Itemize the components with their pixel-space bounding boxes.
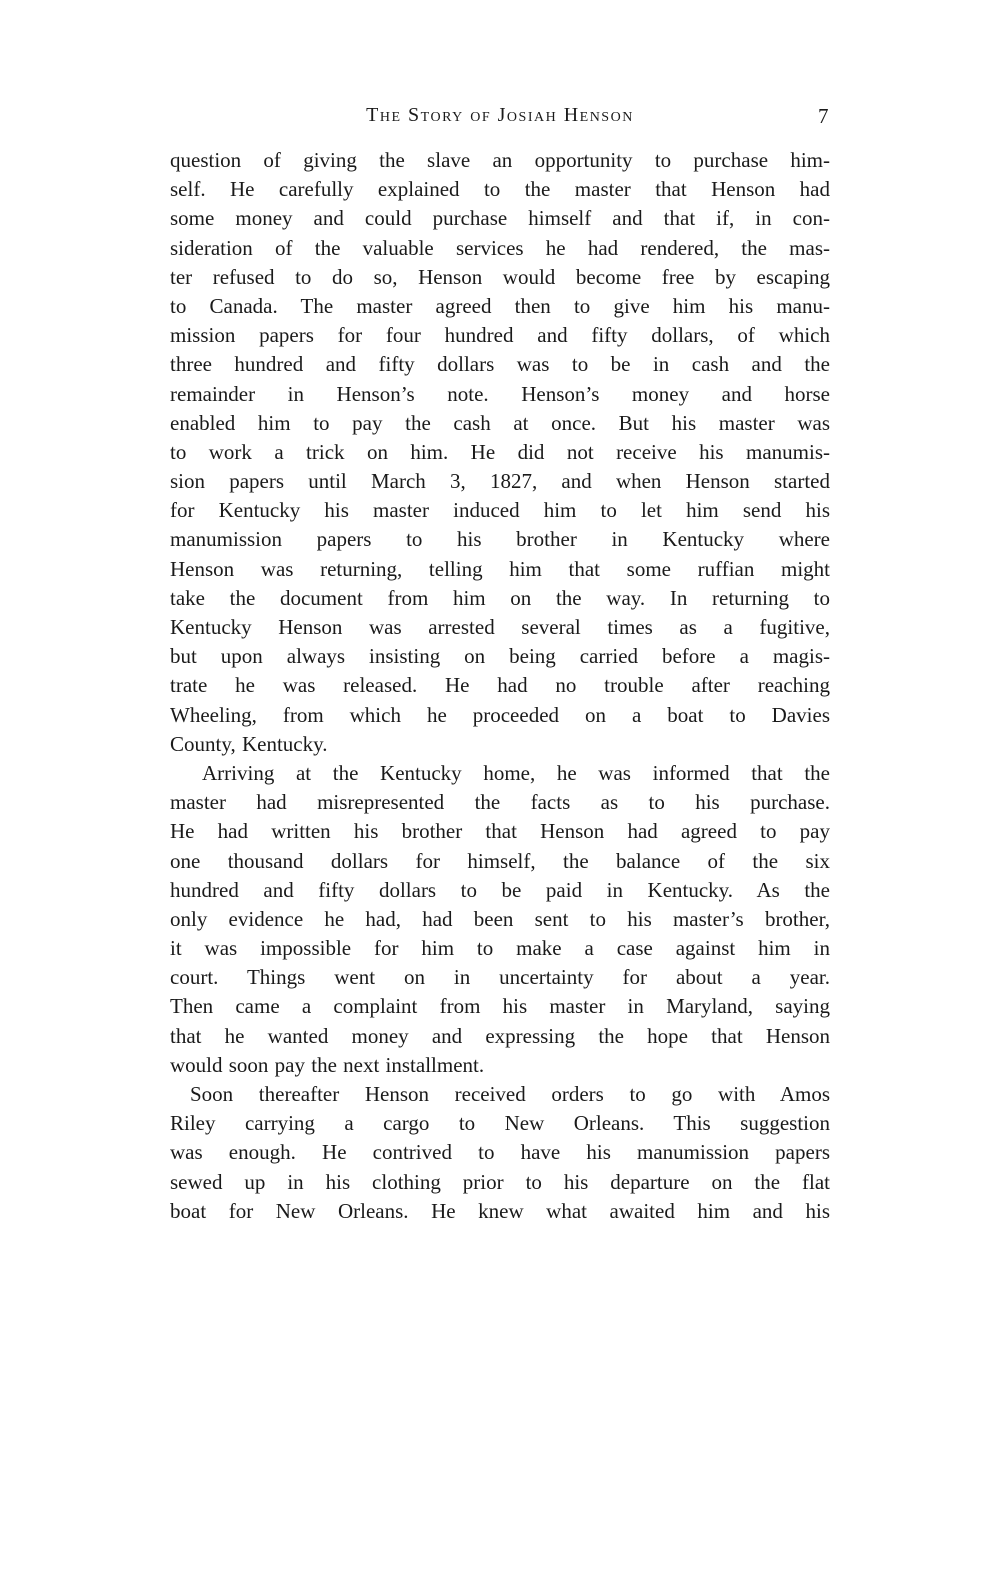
text-line: Kentucky Henson was arrested several times as a fugitive,: [170, 615, 830, 639]
text-line: some money and could purchase himself and that if, in con-: [170, 206, 830, 231]
text-line: was enough. He contrived to have his manumission papers: [170, 1140, 830, 1165]
text-line: hundred and fifty dollars to be paid in Kentucky. As the: [170, 877, 830, 902]
text-line: Arriving at the Kentucky home, he was informed that the: [202, 760, 830, 785]
text-line: only evidence he had, had been sent to his master’s brother,: [170, 906, 830, 931]
text-line: boat for New Orleans. He knew what awaited him and his: [170, 1198, 830, 1223]
text-line: master had misrepresented the facts as to his purchase.: [170, 790, 830, 815]
running-head: [170, 104, 830, 132]
text-line: sion papers until March 3, 1827, and when Henson started: [170, 469, 830, 494]
text-line: Wheeling, from which he proceeded on a boat to Davies: [170, 702, 830, 727]
text-line: manumission papers to his brother in Kentucky where: [170, 527, 830, 552]
text-line: remainder in Henson’s note. Henson’s money and horse: [170, 381, 830, 406]
text-line: He had written his brother that Henson had agreed to pay: [170, 819, 830, 844]
text-line: mission papers for four hundred and fifty dollars, of which: [170, 323, 830, 348]
text-line: take the document from him on the way. In returning to: [170, 585, 830, 610]
text-line: three hundred and fifty dollars was to be in cash and the: [170, 352, 830, 377]
text-line: Riley carrying a cargo to New Orleans. This suggestion: [170, 1111, 830, 1136]
text-line: trate he was released. He had no trouble after reaching: [170, 673, 830, 698]
running-title: The Story of Josiah Henson: [366, 104, 634, 126]
text-line: for Kentucky his master induced him to let him send his: [170, 498, 830, 523]
text-line: court. Things went on in uncertainty for about a year.: [170, 965, 830, 990]
text-line: sewed up in his clothing prior to his departure on the flat: [170, 1169, 830, 1194]
text-line: to work a trick on him. He did not receive his manumis-: [170, 439, 830, 464]
text-line: but upon always insisting on being carried before a magis-: [170, 644, 830, 669]
text-line: ter refused to do so, Henson would become free by escaping: [170, 264, 830, 289]
text-line: Then came a complaint from his master in Maryland, saying: [170, 994, 830, 1019]
text-line: would soon pay the next installment.: [170, 1052, 485, 1077]
text-line: Soon thereafter Henson received orders to go with Amos: [190, 1082, 830, 1106]
text-line: it was impossible for him to make a case against him in: [170, 936, 830, 961]
text-line: enabled him to pay the cash at once. But his master was: [170, 410, 830, 435]
text-line: question of giving the slave an opportunity to purchase him-: [170, 148, 830, 172]
text-line: Henson was returning, telling him that some ruffian might: [170, 556, 830, 581]
text-line: sideration of the valuable services he had rendered, the mas-: [170, 235, 830, 260]
text-line: that he wanted money and expressing the hope that Henson: [170, 1023, 830, 1048]
body-text: [170, 146, 830, 1226]
text-line: self. He carefully explained to the master that Henson had: [170, 177, 830, 202]
text-line: County, Kentucky.: [170, 731, 328, 756]
text-line: to Canada. The master agreed then to give him his manu-: [170, 293, 830, 318]
text-line: one thousand dollars for himself, the balance of the six: [170, 848, 830, 873]
page-number: 7: [818, 104, 830, 128]
